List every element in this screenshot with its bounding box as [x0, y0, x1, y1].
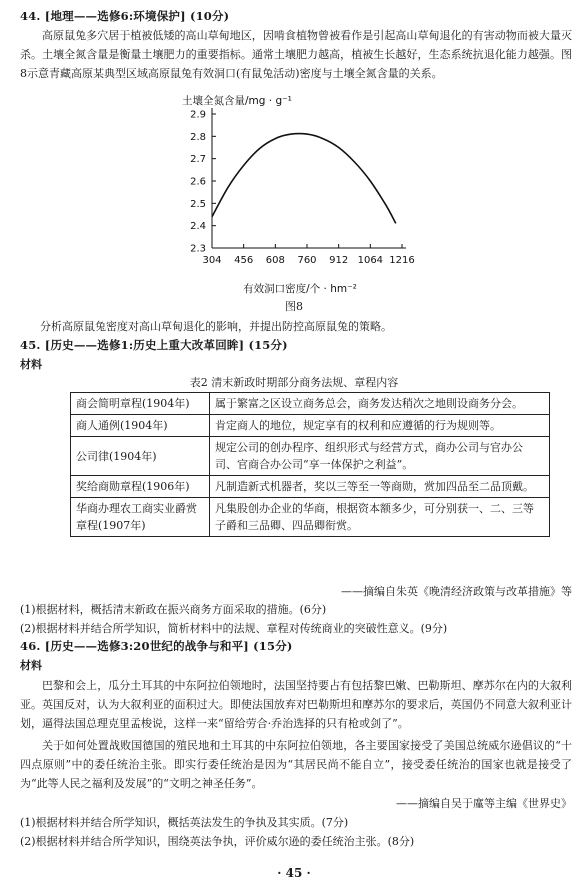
chart-series-line — [212, 134, 396, 224]
q46-paragraph-1: 巴黎和会上，瓜分土耳其的中东阿拉伯领地时，法国坚持要占有包括黎巴嫩、巴勒斯坦、摩苏尔在内的大叙利亚。英国反对，认为大叙利亚的面积过大。即使法国放弃对巴勒斯坦和摩苏尔的要求后，英国仍不同意大叙利亚计划，逼得法国总理克里孟梭说，这样一来“留给劳合·乔治选择的只有枪或剑了”。 — [20, 679, 572, 730]
law-content-cell: 凡集股创办企业的华商，根据资本额多少，可分别获一、二、三等子爵和三品卿、四品卿衔赏。 — [210, 498, 550, 537]
chart-y-tick-label: 2.4 — [190, 221, 206, 233]
chart-y-tick-label: 2.9 — [190, 109, 206, 121]
chart-x-tick-label: 456 — [234, 255, 254, 266]
law-content-cell: 规定公司的创办程序、组织形式与经营方式，商办公司与官办公司、官商合办公司“享一体保护之利益”。 — [210, 437, 550, 476]
q45-source: ——摘编自朱英《晚清经济政策与改革措施》等 — [341, 585, 572, 598]
chart-x-axis-label: 有效洞口密度/个 · hm⁻² — [243, 283, 357, 295]
q46-question-2: (2)根据材料并结合所学知识，围绕英法争执，评价威尔逊的委任统治主张。(8分) — [20, 835, 415, 848]
law-name-cell: 奖给商勋章程(1906年) — [71, 476, 210, 498]
q45-question-1: (1)根据材料，概括清末新政在振兴商务方面采取的措施。(6分) — [20, 603, 327, 616]
q46-question-1: (1)根据材料并结合所学知识，概括英法发生的争执及其实质。(7分) — [20, 816, 349, 829]
law-name-cell: 商人通例(1904年) — [71, 415, 210, 437]
table-row — [71, 476, 550, 498]
table-row — [71, 437, 550, 476]
table-row — [71, 415, 550, 437]
chart-axes — [212, 108, 406, 248]
chart-x-ticks — [202, 244, 414, 266]
q44-paragraph: 高原鼠兔多穴居于植被低矮的高山草甸地区，因啃食植物曾被看作是引起高山草甸退化的有害动物而被大量灭杀。土壤全氮含量是衡量土壤肥力的重要指标。通常土壤肥力越高，植被生长越好，生态系统抗退化能力越强。图8示意青藏高原某典型区域高原鼠兔有效洞口(有鼠兔活动)密度与土壤全氮含量的关系。 — [20, 29, 572, 80]
chart-x-tick-label: 304 — [202, 255, 222, 266]
law-content-cell: 肯定商人的地位，规定享有的权利和应遵循的行为规则等。 — [210, 415, 550, 437]
chart-y-tick-label: 2.6 — [190, 176, 206, 188]
q46-header: 46. [历史——选修3:20世纪的战争与和平] (15分) — [20, 639, 293, 653]
q45-header: 45. [历史——选修1:历史上重大改革回眸] (15分) — [20, 338, 288, 352]
law-content-cell: 属于繁富之区设立商务总会，商务发达稍次之地則设商务分会。 — [210, 393, 550, 415]
chart-y-tick-label: 2.7 — [190, 154, 206, 166]
q45-question-2: (2)根据材料并结合所学知识，简析材料中的法规、章程对传统商业的突破性意义。(9分) — [20, 622, 448, 635]
law-name-cell: 商会简明章程(1904年) — [71, 393, 210, 415]
law-content-cell: 凡制造新式机器者，奖以三等至一等商勋，赏加四品至二品顶戴。 — [210, 476, 550, 498]
law-name-cell: 华商办理农工商实业爵赏章程(1907年) — [71, 498, 210, 537]
chart-y-tick-label: 2.8 — [190, 131, 206, 143]
q46-material-label: 材料 — [20, 659, 42, 672]
chart-x-tick-label: 1216 — [389, 255, 415, 266]
chart-y-tick-label: 2.3 — [190, 243, 206, 255]
table-row — [71, 393, 550, 415]
chart-y-tick-label: 2.5 — [190, 198, 206, 210]
q44-header: 44. [地理——选修6:环境保护] (10分) — [20, 9, 230, 23]
figure-8-chart — [170, 90, 430, 300]
commerce-law-table — [70, 392, 550, 537]
q46-paragraph-2: 关于如何处置战败国德国的殖民地和土耳其的中东阿拉伯领地，各主要国家接受了美国总统威尔逊倡议的“十四点原则”中的委任统治主张。即实行委任统治是因为“其居民尚不能自立”，接受委任统治的国家也就是接受了为“此等人民之福利及发展”的“文明之神圣任务”。 — [20, 739, 572, 790]
table-2-title: 表2 清末新政时期部分商务法规、章程内容 — [189, 376, 399, 389]
q46-source: ——摘编自吴于廑等主编《世界史》 — [396, 797, 572, 810]
chart-x-tick-label: 1064 — [357, 255, 384, 266]
page-number: · 45 · — [277, 866, 311, 880]
chart-x-tick-label: 608 — [265, 255, 285, 266]
chart-x-tick-label: 912 — [329, 255, 349, 266]
chart-x-tick-label: 760 — [297, 255, 317, 266]
table-row — [71, 498, 550, 537]
law-name-cell: 公司律(1904年) — [71, 437, 210, 476]
figure-8-caption: 图8 — [285, 300, 303, 313]
q45-material-label: 材料 — [20, 358, 42, 371]
chart-y-axis-label: 土壤全氮含量/mg · g⁻¹ — [182, 95, 292, 107]
q44-task: 分析高原鼠兔密度对高山草甸退化的影响，并提出防控高原鼠兔的策略。 — [40, 320, 392, 333]
